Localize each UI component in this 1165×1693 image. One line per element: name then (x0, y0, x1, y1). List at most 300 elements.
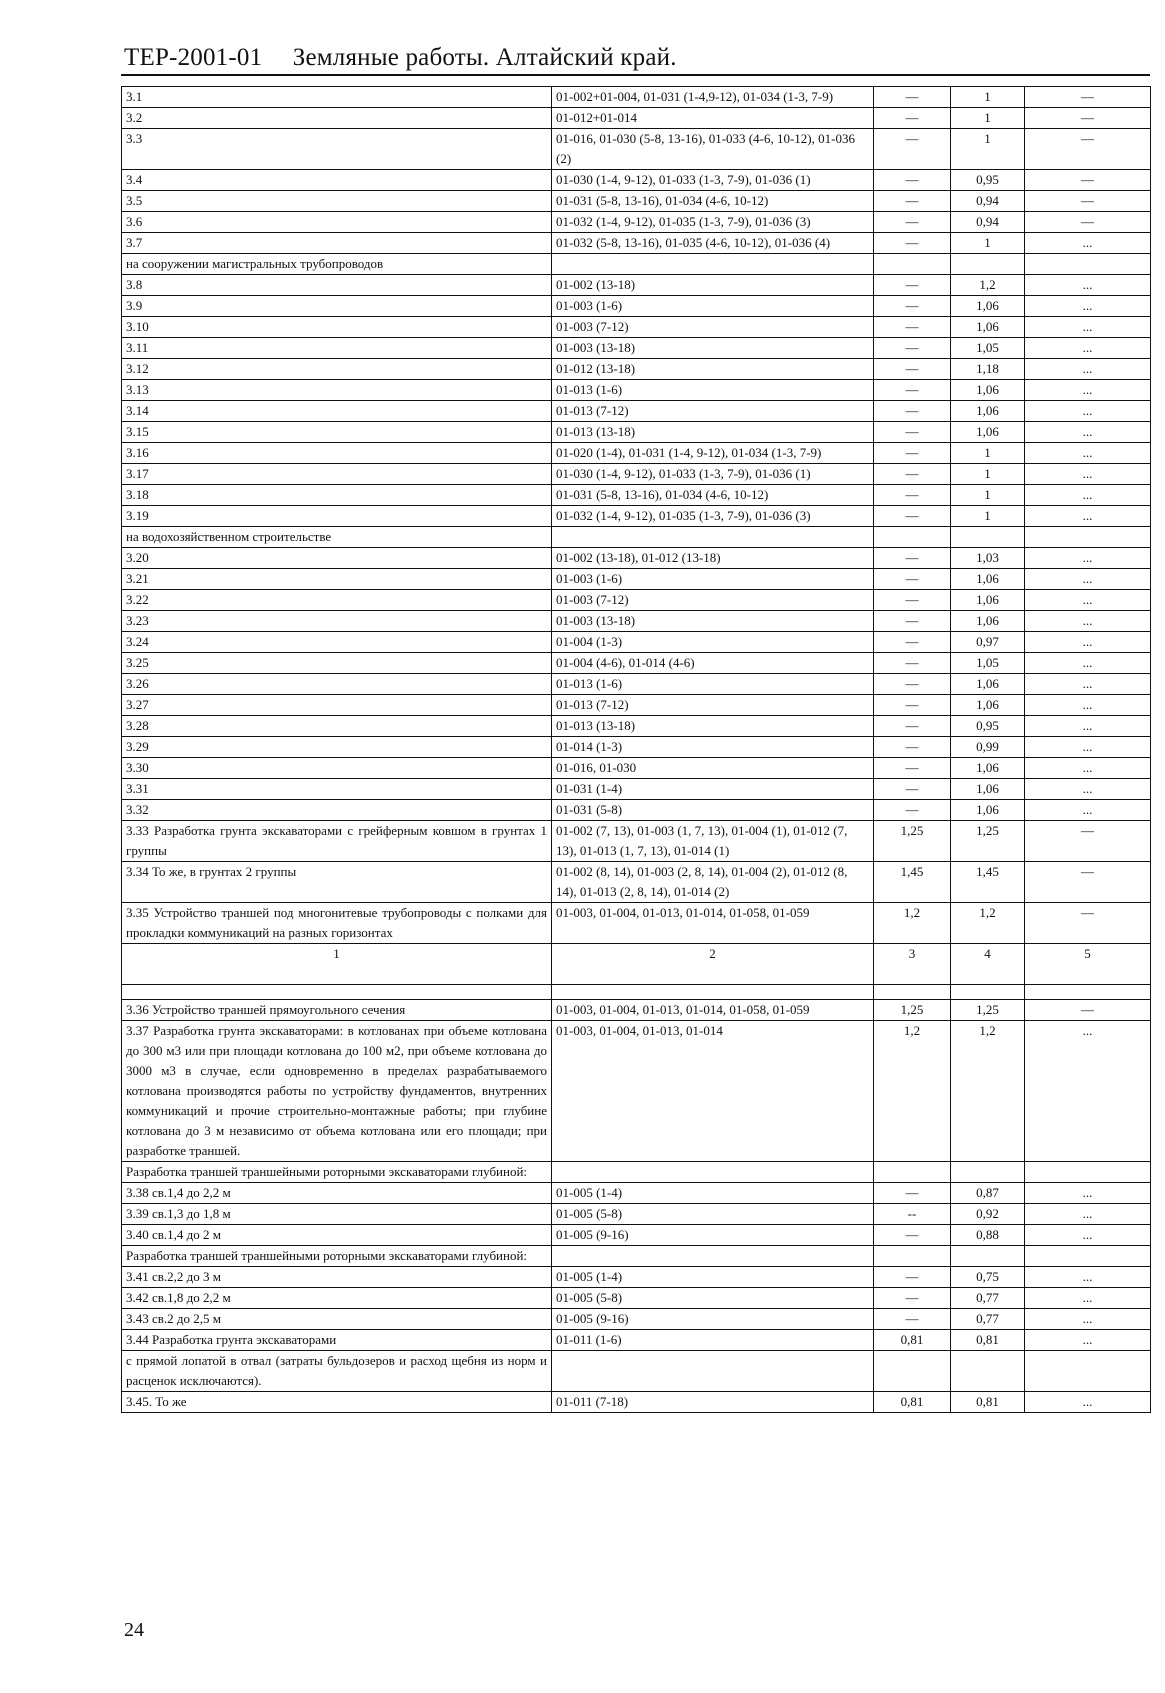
cell-c3: — (874, 758, 951, 779)
cell-c2 (552, 527, 874, 548)
cell-c5: ... (1025, 674, 1151, 695)
cell-c3: — (874, 359, 951, 380)
cell-c4: 0,95 (951, 170, 1025, 191)
cell-c4: 1 (951, 485, 1025, 506)
cell-c2: 01-013 (13-18) (552, 422, 874, 443)
table-row (122, 548, 1151, 569)
cell-c1: 3.45. То же (122, 1392, 552, 1413)
header-rule (121, 74, 1150, 76)
table-row (122, 1021, 1151, 1162)
cell-c2: 01-011 (1-6) (552, 1330, 874, 1351)
column-number-row (122, 944, 1151, 985)
cell-c2: 01-003 (13-18) (552, 338, 874, 359)
cell-c2: 01-031 (5-8, 13-16), 01-034 (4-6, 10-12) (552, 485, 874, 506)
table-row (122, 569, 1151, 590)
cell-c2: 01-012 (13-18) (552, 359, 874, 380)
cell-c5: 5 (1025, 944, 1151, 985)
table-row (122, 422, 1151, 443)
section-row (122, 254, 1151, 275)
table-row (122, 1330, 1151, 1351)
table-row (122, 1183, 1151, 1204)
cell-c1: 3.30 (122, 758, 552, 779)
cell-c3: — (874, 548, 951, 569)
cell-c1: 3.36 Устройство траншей прямоугольного сечения (122, 1000, 552, 1021)
cell-c2: 01-013 (1-6) (552, 674, 874, 695)
cell-c5: ... (1025, 611, 1151, 632)
cell-c1: 3.25 (122, 653, 552, 674)
table-row (122, 506, 1151, 527)
cell-c2: 01-011 (7-18) (552, 1392, 874, 1413)
cell-c4 (951, 254, 1025, 275)
cell-c2: 01-002+01-004, 01-031 (1-4,9-12), 01-034 (1-3, 7-9) (552, 87, 874, 108)
cell-c4: 0,88 (951, 1225, 1025, 1246)
cell-c4: 1,06 (951, 779, 1025, 800)
cell-c3: — (874, 317, 951, 338)
cell-c2: 01-014 (1-3) (552, 737, 874, 758)
table-row (122, 653, 1151, 674)
cell-c5: ... (1025, 1309, 1151, 1330)
cell-c1: 3.3 (122, 129, 552, 170)
cell-c1: 3.20 (122, 548, 552, 569)
table-row (122, 317, 1151, 338)
cell-c5: ... (1025, 422, 1151, 443)
cell-c1: 3.31 (122, 779, 552, 800)
cell-c4: 1,06 (951, 674, 1025, 695)
cell-c3: — (874, 779, 951, 800)
cell-c3: — (874, 611, 951, 632)
cell-c2 (552, 1351, 874, 1392)
table-row (122, 296, 1151, 317)
table-row (122, 737, 1151, 758)
cell-c4 (951, 527, 1025, 548)
cell-c2: 01-012+01-014 (552, 108, 874, 129)
cell-c3: — (874, 485, 951, 506)
cell-c2: 01-032 (1-4, 9-12), 01-035 (1-3, 7-9), 01-036 (3) (552, 212, 874, 233)
cell-c4: 1,2 (951, 275, 1025, 296)
cell-c1: 3.7 (122, 233, 552, 254)
page-header (124, 44, 677, 72)
cell-c4: 1,05 (951, 338, 1025, 359)
cell-c5: — (1025, 108, 1151, 129)
table-row (122, 632, 1151, 653)
cell-c4: 4 (951, 944, 1025, 985)
cell-c2: 01-031 (5-8) (552, 800, 874, 821)
cell-c3: 1,25 (874, 1000, 951, 1021)
cell-c1: 3.11 (122, 338, 552, 359)
cell-c2: 01-003 (1-6) (552, 296, 874, 317)
table-row (122, 695, 1151, 716)
cell-c3: — (874, 653, 951, 674)
table-row (122, 275, 1151, 296)
cell-c5 (1025, 527, 1151, 548)
cell-c3: — (874, 443, 951, 464)
cell-c4: 0,81 (951, 1392, 1025, 1413)
table-row (122, 758, 1151, 779)
section-row (122, 527, 1151, 548)
table-row (122, 87, 1151, 108)
cell-c2: 01-013 (13-18) (552, 716, 874, 737)
cell-c3: — (874, 800, 951, 821)
cell-c5: ... (1025, 1204, 1151, 1225)
table-row (122, 443, 1151, 464)
cell-c4: 1,06 (951, 317, 1025, 338)
cell-c5 (1025, 1351, 1151, 1392)
cell-c3: — (874, 1309, 951, 1330)
table-row (122, 1246, 1151, 1267)
cell-c1: 3.15 (122, 422, 552, 443)
cell-c5: — (1025, 129, 1151, 170)
table-row (122, 611, 1151, 632)
cell-c1: 3.27 (122, 695, 552, 716)
cell-c2: 01-016, 01-030 (5-8, 13-16), 01-033 (4-6, 10-12), 01-036 (2) (552, 129, 874, 170)
cell-c3: — (874, 191, 951, 212)
cell-c1: 3.4 (122, 170, 552, 191)
cell-c1: 3.23 (122, 611, 552, 632)
cell-c3: — (874, 1288, 951, 1309)
table-row (122, 1392, 1151, 1413)
table-row (122, 1225, 1151, 1246)
cell-c3: — (874, 1225, 951, 1246)
cell-c3: — (874, 108, 951, 129)
table-row (122, 1204, 1151, 1225)
table-row (122, 1351, 1151, 1392)
cell-c5: — (1025, 1000, 1151, 1021)
document-code: ТЕР-2001-01 (124, 44, 263, 71)
cell-c2: 01-003, 01-004, 01-013, 01-014, 01-058, 01-059 (552, 903, 874, 944)
cell-c1: 3.41 св.2,2 до 3 м (122, 1267, 552, 1288)
cell-c4: 1,45 (951, 862, 1025, 903)
cell-c4: 0,92 (951, 1204, 1025, 1225)
cell-c2: 01-003, 01-004, 01-013, 01-014, 01-058, 01-059 (552, 1000, 874, 1021)
cell-c4: 0,95 (951, 716, 1025, 737)
cell-c3: — (874, 338, 951, 359)
cell-c5: ... (1025, 737, 1151, 758)
cell-c1: 3.9 (122, 296, 552, 317)
cell-c4: 1,06 (951, 401, 1025, 422)
cell-c4: 1,05 (951, 653, 1025, 674)
cell-c5: ... (1025, 464, 1151, 485)
cell-c3: — (874, 170, 951, 191)
cell-c1: Разработка траншей траншейными роторными экскаваторами глубиной: (122, 1246, 552, 1267)
cell-c4: 0,99 (951, 737, 1025, 758)
table-row (122, 108, 1151, 129)
cell-c2: 01-003, 01-004, 01-013, 01-014 (552, 1021, 874, 1162)
cell-c1: 3.5 (122, 191, 552, 212)
cell-c3: — (874, 275, 951, 296)
cell-c1: 3.44 Разработка грунта экскаваторами (122, 1330, 552, 1351)
cell-c4: 1 (951, 443, 1025, 464)
cell-c4: 1,06 (951, 695, 1025, 716)
cell-c2: 01-005 (5-8) (552, 1204, 874, 1225)
cell-c5: — (1025, 87, 1151, 108)
cell-c5 (1025, 985, 1151, 1000)
cell-c5: ... (1025, 296, 1151, 317)
cell-c3: 1,25 (874, 821, 951, 862)
cell-c3: 0,81 (874, 1330, 951, 1351)
cell-c4: 1,06 (951, 590, 1025, 611)
cell-c1: Разработка траншей траншейными роторными экскаваторами глубиной: (122, 1162, 552, 1183)
cell-c3: 1,2 (874, 1021, 951, 1162)
cell-c2: 01-003 (7-12) (552, 317, 874, 338)
cell-c3: — (874, 87, 951, 108)
table-row (122, 401, 1151, 422)
cell-c5: ... (1025, 275, 1151, 296)
cell-c2: 01-030 (1-4, 9-12), 01-033 (1-3, 7-9), 01-036 (1) (552, 170, 874, 191)
cell-c4: 0,77 (951, 1288, 1025, 1309)
cell-c5: ... (1025, 695, 1151, 716)
cell-c3: — (874, 464, 951, 485)
cell-c5: ... (1025, 758, 1151, 779)
cell-c1: 3.21 (122, 569, 552, 590)
table-row (122, 903, 1151, 944)
cell-c3: — (874, 716, 951, 737)
cell-c3: 1,45 (874, 862, 951, 903)
cell-c3 (874, 985, 951, 1000)
cell-c2: 01-032 (5-8, 13-16), 01-035 (4-6, 10-12), 01-036 (4) (552, 233, 874, 254)
cell-c1: 3.6 (122, 212, 552, 233)
cell-c2 (552, 985, 874, 1000)
table-row (122, 674, 1151, 695)
cell-c2: 01-003 (1-6) (552, 569, 874, 590)
cell-c5: ... (1025, 1267, 1151, 1288)
cell-c2: 01-002 (7, 13), 01-003 (1, 7, 13), 01-004 (1), 01-012 (7, 13), 01-013 (1, 7, 13), 01-014 (1) (552, 821, 874, 862)
cell-c1: 3.13 (122, 380, 552, 401)
cell-c4: 1 (951, 233, 1025, 254)
cell-c4 (951, 1162, 1025, 1183)
cell-c2: 2 (552, 944, 874, 985)
cell-c4: 1,18 (951, 359, 1025, 380)
cell-c5: ... (1025, 779, 1151, 800)
cell-c2: 01-031 (1-4) (552, 779, 874, 800)
table-row (122, 716, 1151, 737)
cell-c4 (951, 985, 1025, 1000)
cell-c4: 1,06 (951, 569, 1025, 590)
cell-c2 (552, 1162, 874, 1183)
table-row (122, 129, 1151, 170)
cell-c3: — (874, 632, 951, 653)
cell-c1: 1 (122, 944, 552, 985)
cell-c1: 3.12 (122, 359, 552, 380)
cell-c4: 0,77 (951, 1309, 1025, 1330)
cell-c4: 1 (951, 87, 1025, 108)
cell-c2: 01-013 (1-6) (552, 380, 874, 401)
cell-c3 (874, 1162, 951, 1183)
cell-c5: ... (1025, 1288, 1151, 1309)
cell-c2 (552, 254, 874, 275)
cell-c3: 0,81 (874, 1392, 951, 1413)
cell-c5: ... (1025, 359, 1151, 380)
cell-c5: — (1025, 170, 1151, 191)
cell-c1: с прямой лопатой в отвал (затраты бульдозеров и расход щебня из норм и расценок исключаются). (122, 1351, 552, 1392)
cell-c2: 01-002 (13-18) (552, 275, 874, 296)
cell-c5 (1025, 1246, 1151, 1267)
cell-c2: 01-005 (9-16) (552, 1309, 874, 1330)
table-row (122, 338, 1151, 359)
table-row (122, 359, 1151, 380)
cell-c1: 3.34 То же, в грунтах 2 группы (122, 862, 552, 903)
cell-c4: 1 (951, 506, 1025, 527)
document-title: Земляные работы. Алтайский край. (292, 44, 677, 71)
cell-c5 (1025, 1162, 1151, 1183)
table-row (122, 800, 1151, 821)
cell-c3: — (874, 212, 951, 233)
table-row (122, 1288, 1151, 1309)
table-row (122, 1267, 1151, 1288)
cell-c3: — (874, 401, 951, 422)
cell-c5: — (1025, 191, 1151, 212)
cell-c3 (874, 1351, 951, 1392)
cell-c5: ... (1025, 338, 1151, 359)
table-row (122, 1000, 1151, 1021)
cell-c5: ... (1025, 1330, 1151, 1351)
cell-c5: ... (1025, 1183, 1151, 1204)
cell-c4: 1 (951, 464, 1025, 485)
cell-c2: 01-005 (1-4) (552, 1267, 874, 1288)
page-number: 24 (124, 1619, 144, 1641)
cell-c4: 1,2 (951, 1021, 1025, 1162)
cell-c1: на водохозяйственном строительстве (122, 527, 552, 548)
cell-c3: — (874, 569, 951, 590)
cell-c4: 1,06 (951, 800, 1025, 821)
cell-c1: 3.40 св.1,4 до 2 м (122, 1225, 552, 1246)
cell-c2: 01-030 (1-4, 9-12), 01-033 (1-3, 7-9), 01-036 (1) (552, 464, 874, 485)
table-row (122, 380, 1151, 401)
cell-c5: — (1025, 862, 1151, 903)
cell-c1: 3.43 св.2 до 2,5 м (122, 1309, 552, 1330)
cell-c5: ... (1025, 632, 1151, 653)
cell-c1: 3.37 Разработка грунта экскаваторами: в котлованах при объеме котлована до 300 м3 или при площади котлована до 100 м2, при объеме котлована до 3000 м3 в случае, если одновременно в пределах разрабатываемого котлована производятся работы по устройству фундаментов, внутренних коммуникаций и прочие строительно-монтажные работы; при глубине котлована до 3 м независимо от объема котлована или его площади; при разработке траншей. (122, 1021, 552, 1162)
table-row (122, 779, 1151, 800)
cell-c3: 1,2 (874, 903, 951, 944)
cell-c4: 1,06 (951, 296, 1025, 317)
cell-c1 (122, 985, 552, 1000)
cell-c5: ... (1025, 800, 1151, 821)
cell-c1: 3.29 (122, 737, 552, 758)
table-row (122, 1162, 1151, 1183)
table-row (122, 191, 1151, 212)
cell-c2: 01-004 (1-3) (552, 632, 874, 653)
cell-c4: 1,06 (951, 758, 1025, 779)
cell-c3: — (874, 737, 951, 758)
cell-c3: — (874, 1267, 951, 1288)
table-row (122, 862, 1151, 903)
table-row (122, 1309, 1151, 1330)
cell-c1: 3.28 (122, 716, 552, 737)
cell-c2: 01-002 (8, 14), 01-003 (2, 8, 14), 01-004 (2), 01-012 (8, 14), 01-013 (2, 8, 14), 01-014 (2) (552, 862, 874, 903)
cell-c1: 3.24 (122, 632, 552, 653)
cell-c5: ... (1025, 233, 1151, 254)
cell-c4: 1,25 (951, 821, 1025, 862)
table-row (122, 170, 1151, 191)
cell-c3: 3 (874, 944, 951, 985)
cell-c3: — (874, 422, 951, 443)
cell-c3: — (874, 506, 951, 527)
cell-c5: ... (1025, 317, 1151, 338)
cell-c4: 0,97 (951, 632, 1025, 653)
cell-c2: 01-020 (1-4), 01-031 (1-4, 9-12), 01-034 (1-3, 7-9) (552, 443, 874, 464)
table-row (122, 985, 1151, 1000)
cell-c2: 01-003 (7-12) (552, 590, 874, 611)
cell-c4: 1,03 (951, 548, 1025, 569)
cell-c1: 3.22 (122, 590, 552, 611)
cell-c2: 01-005 (9-16) (552, 1225, 874, 1246)
cell-c5: ... (1025, 401, 1151, 422)
table-row (122, 590, 1151, 611)
cell-c2: 01-005 (5-8) (552, 1288, 874, 1309)
cell-c3: — (874, 590, 951, 611)
cell-c5: ... (1025, 1225, 1151, 1246)
cell-c3: — (874, 695, 951, 716)
cell-c5: ... (1025, 590, 1151, 611)
cell-c4: 1,06 (951, 422, 1025, 443)
cell-c5: ... (1025, 506, 1151, 527)
cell-c4: 1 (951, 108, 1025, 129)
cell-c3: — (874, 674, 951, 695)
cell-c2: 01-032 (1-4, 9-12), 01-035 (1-3, 7-9), 01-036 (3) (552, 506, 874, 527)
cell-c5: ... (1025, 653, 1151, 674)
cell-c3: — (874, 233, 951, 254)
cell-c2: 01-013 (7-12) (552, 695, 874, 716)
cell-c1: 3.19 (122, 506, 552, 527)
cell-c4: 0,75 (951, 1267, 1025, 1288)
cell-c1: 3.17 (122, 464, 552, 485)
cell-c3 (874, 527, 951, 548)
cell-c2: 01-003 (13-18) (552, 611, 874, 632)
table-row (122, 464, 1151, 485)
cell-c5: — (1025, 212, 1151, 233)
cell-c2: 01-002 (13-18), 01-012 (13-18) (552, 548, 874, 569)
cell-c5: ... (1025, 716, 1151, 737)
cell-c1: 3.18 (122, 485, 552, 506)
cell-c5: — (1025, 903, 1151, 944)
cell-c3: — (874, 296, 951, 317)
cell-c1: 3.39 св.1,3 до 1,8 м (122, 1204, 552, 1225)
cell-c2: 01-004 (4-6), 01-014 (4-6) (552, 653, 874, 674)
cell-c5: ... (1025, 569, 1151, 590)
cell-c1: 3.42 св.1,8 до 2,2 м (122, 1288, 552, 1309)
cell-c1: 3.14 (122, 401, 552, 422)
table-row (122, 821, 1151, 862)
cell-c1: 3.2 (122, 108, 552, 129)
cell-c1: 3.16 (122, 443, 552, 464)
cell-c1: 3.1 (122, 87, 552, 108)
cell-c5: ... (1025, 548, 1151, 569)
cell-c5: ... (1025, 1021, 1151, 1162)
cell-c5: ... (1025, 443, 1151, 464)
cell-c4: 0,81 (951, 1330, 1025, 1351)
cell-c1: 3.32 (122, 800, 552, 821)
table-row (122, 212, 1151, 233)
cell-c1: 3.35 Устройство траншей под многонитевые трубопроводы с полками для прокладки коммуникаций на разных горизонтах (122, 903, 552, 944)
cell-c4 (951, 1351, 1025, 1392)
cell-c5 (1025, 254, 1151, 275)
cell-c3 (874, 1246, 951, 1267)
cell-c3: — (874, 129, 951, 170)
cell-c2 (552, 1246, 874, 1267)
cell-c2: 01-031 (5-8, 13-16), 01-034 (4-6, 10-12) (552, 191, 874, 212)
cell-c4: 1 (951, 129, 1025, 170)
coefficients-table (121, 86, 1151, 1413)
table-row (122, 233, 1151, 254)
cell-c3 (874, 254, 951, 275)
cell-c4: 0,87 (951, 1183, 1025, 1204)
cell-c3: -- (874, 1204, 951, 1225)
cell-c2: 01-005 (1-4) (552, 1183, 874, 1204)
table-row (122, 485, 1151, 506)
cell-c4: 1,2 (951, 903, 1025, 944)
cell-c3: — (874, 380, 951, 401)
cell-c2: 01-013 (7-12) (552, 401, 874, 422)
